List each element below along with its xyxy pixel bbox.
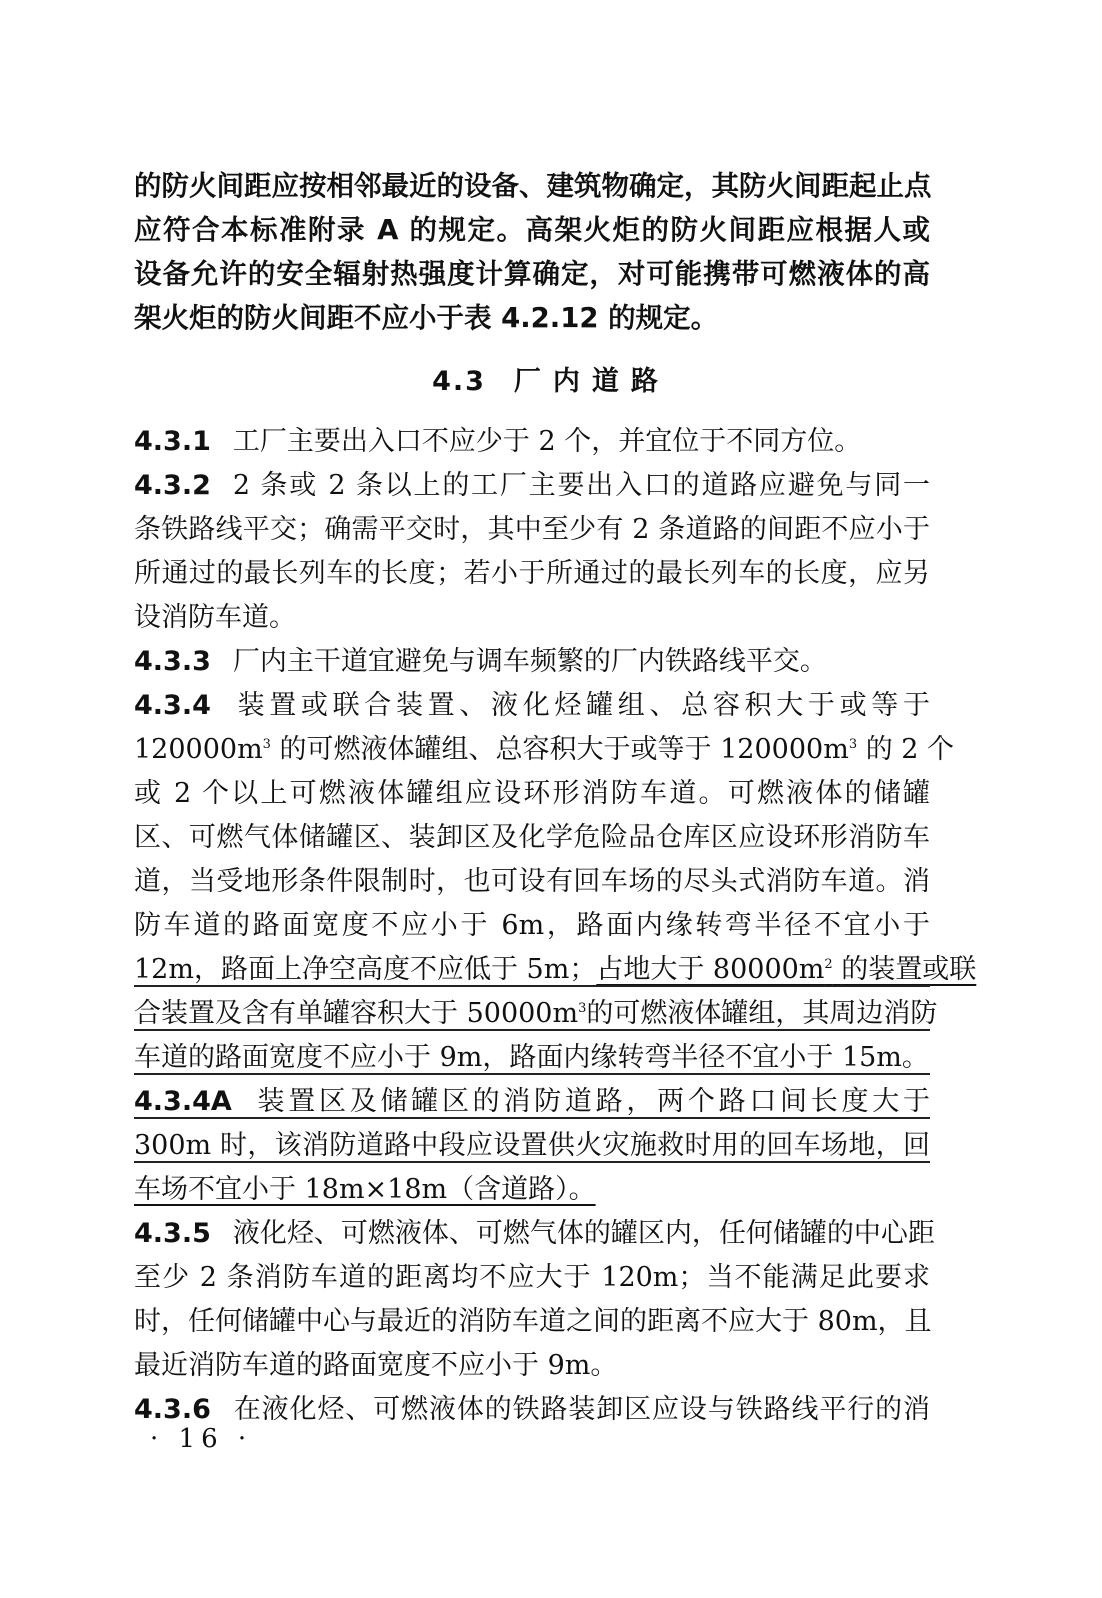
clause-line-revised: 300m 时，该消防道路中段应设置供火灾施救时用的回车场地，回 [134,1130,930,1161]
section-title: 厂内道路 [513,366,670,397]
clause-number: 4.3.6 [134,1394,211,1425]
clause-line-revised: 车场不宜小于 18m×18m（含道路）。 [134,1174,596,1205]
clause-line: 时，任何储罐中心与最近的消防车道之间的距离不应大于 80m，且 [134,1306,932,1337]
clause-4-3-3 [134,640,930,684]
clause-4-3-1 [134,420,930,464]
clause-text: 厂内主干道宜避免与调车频繁的厂内铁路线平交。 [232,646,827,677]
clause-text: 工厂主要出入口不应少于 2 个，并宜位于不同方位。 [232,426,862,457]
clause-number: 4.3.4A [134,1086,232,1117]
clause-line: 或 2 个以上可燃液体罐组应设环形消防车道。可燃液体的储罐 [134,778,930,809]
clause-line: 12m，路面上净空高度不应低于 5m；占地大于 $80000m^2$ 的装置或联 [134,954,977,985]
section-heading [0,360,1102,404]
clause-text: 装置或联合装置、液化烃罐组、总容积大于或等于 [232,690,930,721]
revision-underline [134,985,930,987]
clause-text: 装置区及储罐区的消防道路，两个路口间长度大于 [253,1086,930,1117]
page-number: · 16 · [150,1424,253,1454]
clause-4-3-6 [134,1388,930,1432]
clause-line: 至少 2 条消防车道的距离均不应大于 120m；当不能满足此要求 [134,1262,930,1293]
revised-text: 占地大于 $80000m^2$ 的装置或联 [596,954,977,985]
clause-line: 所通过的最长列车的长度；若小于所通过的最长列车的长度，应另 [134,558,930,589]
clause-text: 在液化烃、可燃液体的铁路装卸区应设与铁路线平行的消 [232,1394,930,1425]
clause-number: 4.3.1 [134,426,211,457]
clause-line: $120000m^3$ 的可燃液体罐组、总容积大于或等于 $120000m^3$ 的 2 个 [134,734,955,765]
clause-number: 4.3.2 [134,470,211,501]
clause-line: 区、可燃气体储罐区、装卸区及化学危险品仓库区应设环形消防车 [134,822,930,853]
superscript-cubic: 3 [578,1001,587,1016]
clause-line: 防车道的路面宽度不应小于 6m，路面内缘转弯半径不宜小于 [134,910,930,941]
clause-number: 4.3.3 [134,646,211,677]
clause-4-3-5 [134,1212,935,1256]
superscript-cubic: 3 [848,737,858,752]
superscript-square: 2 [824,957,833,972]
intro-line-3: 设备允许的安全辐射热强度计算确定，对可能携带可燃液体的高 [134,258,930,290]
clause-line: 条铁路线平交；确需平交时，其中至少有 2 条道路的间距不应小于 [134,514,930,545]
revision-underline [134,1029,930,1031]
revision-underline [134,1117,930,1119]
clause-line: 最近消防车道的路面宽度不应小于 9m。 [134,1350,618,1381]
intro-line-2: 应符合本标准附录 A 的规定。高架火炬的防火间距应根据人或 [134,214,930,246]
section-number: 4.3 [432,366,486,397]
superscript-cubic: 3 [262,737,271,752]
clause-line: 道，当受地形条件限制时，也可设有回车场的尽头式消防车道。消 [134,866,930,897]
revision-underline [134,1161,930,1163]
clause-line-revised: 合装置及含有单罐容积大于 $50000m^3$的可燃液体罐组，其周边消防 [134,998,938,1029]
intro-line-1: 的防火间距应按相邻最近的设备、建筑物确定，其防火间距起止点 [134,170,932,202]
clause-number: 4.3.5 [134,1218,211,1249]
clause-text: 2 条或 2 条以上的工厂主要出入口的道路应避免与同一 [232,470,930,501]
clause-line-revised: 车道的路面宽度不应小于 9m，路面内缘转弯半径不宜小于 15m。 [134,1042,929,1073]
clause-4-3-4 [134,684,930,728]
revision-underline [134,1073,930,1075]
intro-line-4: 架火炬的防火间距不应小于表 4.2.12 的规定。 [134,302,719,334]
clause-text: 液化烃、可燃液体、可燃气体的罐区内，任何储罐的中心距 [232,1218,935,1249]
clause-4-3-2 [134,464,930,508]
clause-number: 4.3.4 [134,690,211,721]
clause-line: 设消防车道。 [134,602,296,633]
